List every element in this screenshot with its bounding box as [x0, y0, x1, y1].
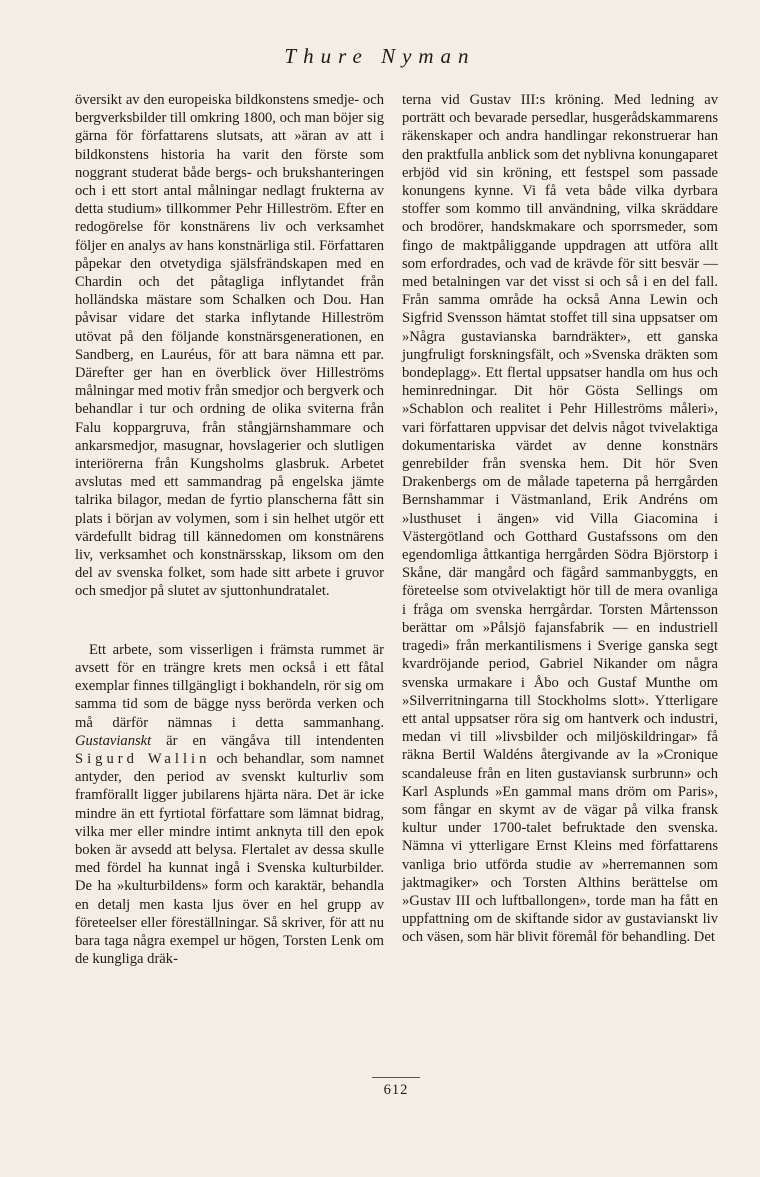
left-column [75, 91, 384, 968]
running-head: Thure Nyman [284, 44, 476, 68]
body-paragraph: terna vid Gustav III:s kröning. Med ledning av porträtt och bevarade persedlar, husgerådskammarens räkenskaper och andra handlingar rekonstruerar han den praktfulla anblick som det nyblivna konungaparet erbjöd vid sin kröning, ett festspel som passade konungens kynne. Vi få veta både vilka dyrbara stoffer som kommo till användning, vilka skräddare och brodörer, handskmakare och sporrsmeder, som fingo de maktpåliggande uppdragen att utföra allt som erfordrades, och vad de krävde för sitt besvär — med betalningen var det visst si och så i en del fall. Från samma område ha också Anna Lewin och Sigfrid Svensson hämtat stoffet till sina uppsatser om »Några gustavianska barndräkter», ett ganska jungfruligt forskningsfält, och »Svenska dräkten som bondeplagg». Ett flertal uppsatser handla om hus och heminredningar. Dit hör Gösta Sellings om »Schablon och realitet i Pehr Hilleströms måleri», vari författaren uppvisar det delvis något tvivelaktiga dokumentariska värdet av denne konstnärs genrebilder från svenska hem. Dit hör Sven Drakenbergs om de målade tapeterna på herrgården Bernshammar i Västmanland, Erik Andréns om »lusthuset i ängen» vid Villa Giacomina i Västergötland och Gotthard Gustafssons om den egendomliga åttkantiga herrgården Södra Björstorp i Skåne, där mangård och fägård sammanbyggts, en företeelse som otvivelaktigt hör till de mera ovanliga i fråga om svenska herrgårdar. Torsten Mårtensson berättar om »Pålsjö fajansfabrik — en industriell tragedi» från merkantilismens i Sverige ganska segt kvardröjande period, Gabriel Nikander om några svenska urmakare i Åbo och Gustaf Munthe om »Silverritningarna till Stockholms slott». Ytterligare ett antal uppsatser röra sig om hantverk och industri, medan vi till »livsbilder och miljöskildringar» få räkna Bertil Waldéns återgivande av la »Cronique scandaleuse från en liten gustaviansk surbrunn» och Karl Asplunds »En gammal mans dröm om Paris», som fångar en skymt av de vägar på vilka fransk kultur under 1700-talet befruktade den svenska. Nämna vi ytterligare Ernst Kleins med författarens vanliga brio utförda studie av »herremannen som jaktmagiker» och Torsten Althins berättelse om »Gustav III och luftballongen», torde man ha fått en uppfattning om de skiftande sidor av gustavianskt liv och väsen, som här blivit föremål för behandling. Det [402, 92, 718, 946]
body-paragraph [75, 641, 384, 969]
page-number: 612 [372, 1077, 420, 1099]
paragraph-text: är en vängåva till intendenten [151, 732, 384, 749]
spaced-name: Sigurd Wallin [75, 750, 211, 767]
paragraph-text: och behandlar, som namnet antyder, den period av svenskt kulturliv som framförallt ligger jubilarens hjärta nära. Det är icke mindre än ett fyrtiotal författare som lämnat bidrag, vilka mer eller mindre intimt anknyta till den epok boken är avsedd att belysa. Flertalet av dessa skulle med fördel ha kunnat ingå i Svenska kulturbilder. De ha »kulturbildens» form och karaktär, behandla en detalj men kasta ljus över en hel grupp av företeelser eller föreställningar. Så skriver, för att nu bara taga några exempel ur högen, Torsten Lenk om de kungliga dräk- [75, 750, 384, 968]
book-title: Gustavianskt [75, 732, 152, 749]
right-column [402, 91, 718, 947]
paragraph-text: Ett arbete, som visserligen i främsta rummet är avsett för en trängre krets men också i ett fåtal exemplar finnes tillgängligt i bokhandeln, rör sig om samma tid som de bägge nyss berörda verken och må därför nämnas i detta sammanhang. [75, 641, 384, 731]
body-paragraph: översikt av den europeiska bildkonstens smedje- och bergverksbilder till omkring 1800, och man böjer sig gärna för författarens slutsats, att »äran av att i bildkonstens historia ha varit den förste som noggrant studerat både bergs- och brukshanteringen och i ett stort antal målningar nedlagt frukterna av detta studium» tillkommer Pehr Hilleström. Efter en redogörelse för konstnärens liv och verksamhet följer en analys av hans konstnärliga stil. Författaren påpekar den otvetydiga själsfrändskapen med en Chardin och det påtagliga inflytandet från holländska mästare som Schalken och Dou. Han påvisar vidare det starka inflytande Hilleström utövat på den följande konstnärsgenerationen, en Sandberg, en Lauréus, för att bara nämna ett par. Därefter ger han en överblick över Hilleströms målningar med motiv från smedjor och bergverk och behandlar i tur och ordning de olika sviterna från Falu koppargruva, från stångjärnshammare och ankarsmedjor, masugnar, hovslagerier och slutligen interiörerna från Kungsholms glasbruk. Arbetet avslutas med ett sammandrag på engelska jämte talrika bilagor, medan de fyrtio planscherna fått sin plats i början av volymen, som i sin helhet utgör ett värdefullt bidrag till kännedomen om konstnärens liv, verksamhet och konstnärsskap, liksom om den del av svenska folket, som hade sitt arbete i gruvor och smedjor på slutet av sjuttonhundratalet. [75, 92, 384, 600]
